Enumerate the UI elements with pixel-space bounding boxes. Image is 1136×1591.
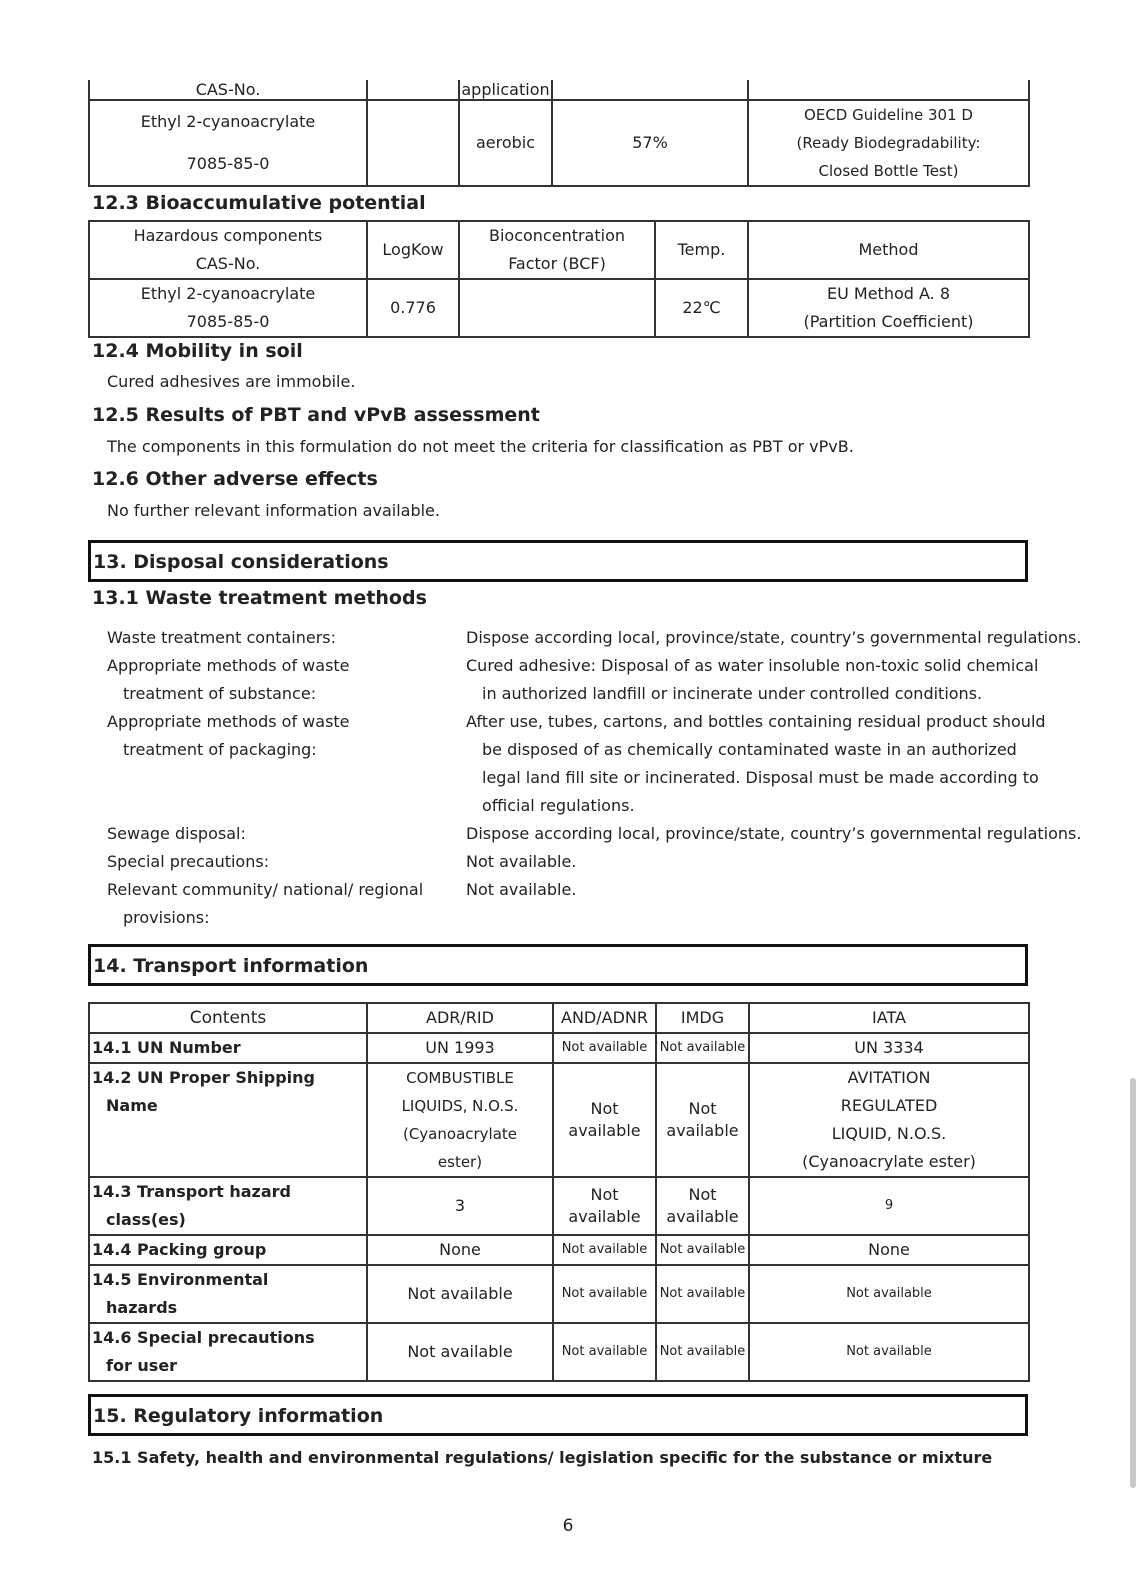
section-12-5-title: 12.5 Results of PBT and vPvB assessment: [92, 404, 540, 426]
section-14-header: 14. Transport information: [88, 944, 1028, 986]
table-row: 14.5 Environmental hazards Not available Not available Not available Not available: [89, 1265, 1029, 1323]
table-row: 14.2 UN Proper Shipping Name COMBUSTIBLE LIQUIDS, N.O.S. (Cyanoacrylate ester) Not available Not available AVITATION REGULATED LIQUID, N.O.S. (Cyanoacrylate ester): [89, 1063, 1029, 1177]
section-15-1-title: 15.1 Safety, health and environmental regulations/ legislation specific for the substance or mixture: [92, 1448, 993, 1467]
value-waste-substance: Cured adhesive: Disposal of as water insoluble non-toxic solid chemical in authorized landfill or incinerate under controlled conditions.: [466, 656, 1039, 703]
biodegradability-table: [88, 80, 1030, 187]
value-waste-containers: Dispose according local, province/state, country’s governmental regulations.: [466, 628, 1082, 647]
application-value: aerobic: [459, 100, 552, 186]
section-15-header: 15. Regulatory information: [88, 1394, 1028, 1436]
method-cell: OECD Guideline 301 D (Ready Biodegradability: Closed Bottle Test): [748, 100, 1029, 186]
value-waste-packaging: After use, tubes, cartons, and bottles containing residual product should be disposed of as chemically contaminated waste in an authorized legal land fill site or incinerated. Disposal must be made according to official regulations.: [466, 712, 1046, 815]
temp-value: 22℃: [655, 279, 748, 337]
table-row: Contents ADR/RID AND/ADNR IMDG IATA: [89, 1003, 1029, 1033]
value-sewage: Dispose according local, province/state, country’s governmental regulations.: [466, 824, 1082, 843]
label-waste-packaging: Appropriate methods of waste treatment of packaging:: [107, 712, 350, 759]
transport-table: [88, 1002, 1030, 1382]
section-12-5-text: The components in this formulation do not meet the criteria for classification as PBT or vPvB.: [107, 437, 854, 456]
logkow-value: 0.776: [367, 279, 459, 337]
degradability-value: 57%: [552, 100, 748, 186]
page-number: 6: [562, 1516, 574, 1536]
label-provisions: Relevant community/ national/ regional provisions:: [107, 880, 424, 927]
section-12-4-text: Cured adhesives are immobile.: [107, 372, 356, 391]
table-row: 14.4 Packing group None Not available Not available None: [89, 1235, 1029, 1265]
table-row: 14.6 Special precautions for user Not available Not available Not available Not available: [89, 1323, 1029, 1381]
section-13-1-title: 13.1 Waste treatment methods: [92, 587, 427, 609]
label-waste-containers: Waste treatment containers:: [107, 628, 337, 647]
scrollbar-thumb[interactable]: [1130, 1078, 1136, 1488]
table-row: 14.3 Transport hazard class(es) 3 Not available Not available 9: [89, 1177, 1029, 1235]
section-12-6-title: 12.6 Other adverse effects: [92, 468, 378, 490]
section-12-3-title: 12.3 Bioaccumulative potential: [92, 192, 426, 214]
label-special-precautions: Special precautions:: [107, 852, 270, 871]
value-provisions: Not available.: [466, 880, 577, 899]
section-13-header: 13. Disposal considerations: [88, 540, 1028, 582]
component-cell: Ethyl 2-cyanoacrylate 7085-85-0: [89, 100, 367, 186]
section-12-6-text: No further relevant information available.: [107, 501, 440, 520]
bioaccumulation-table: Hazardous components CAS-No. LogKow Bioconcentration Factor (BCF) Temp. Method Ethyl 2-cyanoacrylate 7085-85-0 0.776 22℃ EU Method A. 8 (Partition Coefficient): [88, 220, 1030, 338]
value-special-precautions: Not available.: [466, 852, 577, 871]
section-12-4-title: 12.4 Mobility in soil: [92, 340, 303, 362]
label-waste-substance: Appropriate methods of waste treatment of substance:: [107, 656, 350, 703]
label-sewage: Sewage disposal:: [107, 824, 246, 843]
header-application: application: [459, 80, 552, 100]
table-row: 14.1 UN Number UN 1993 Not available Not available UN 3334: [89, 1033, 1029, 1063]
header-cas: CAS-No.: [89, 80, 367, 100]
